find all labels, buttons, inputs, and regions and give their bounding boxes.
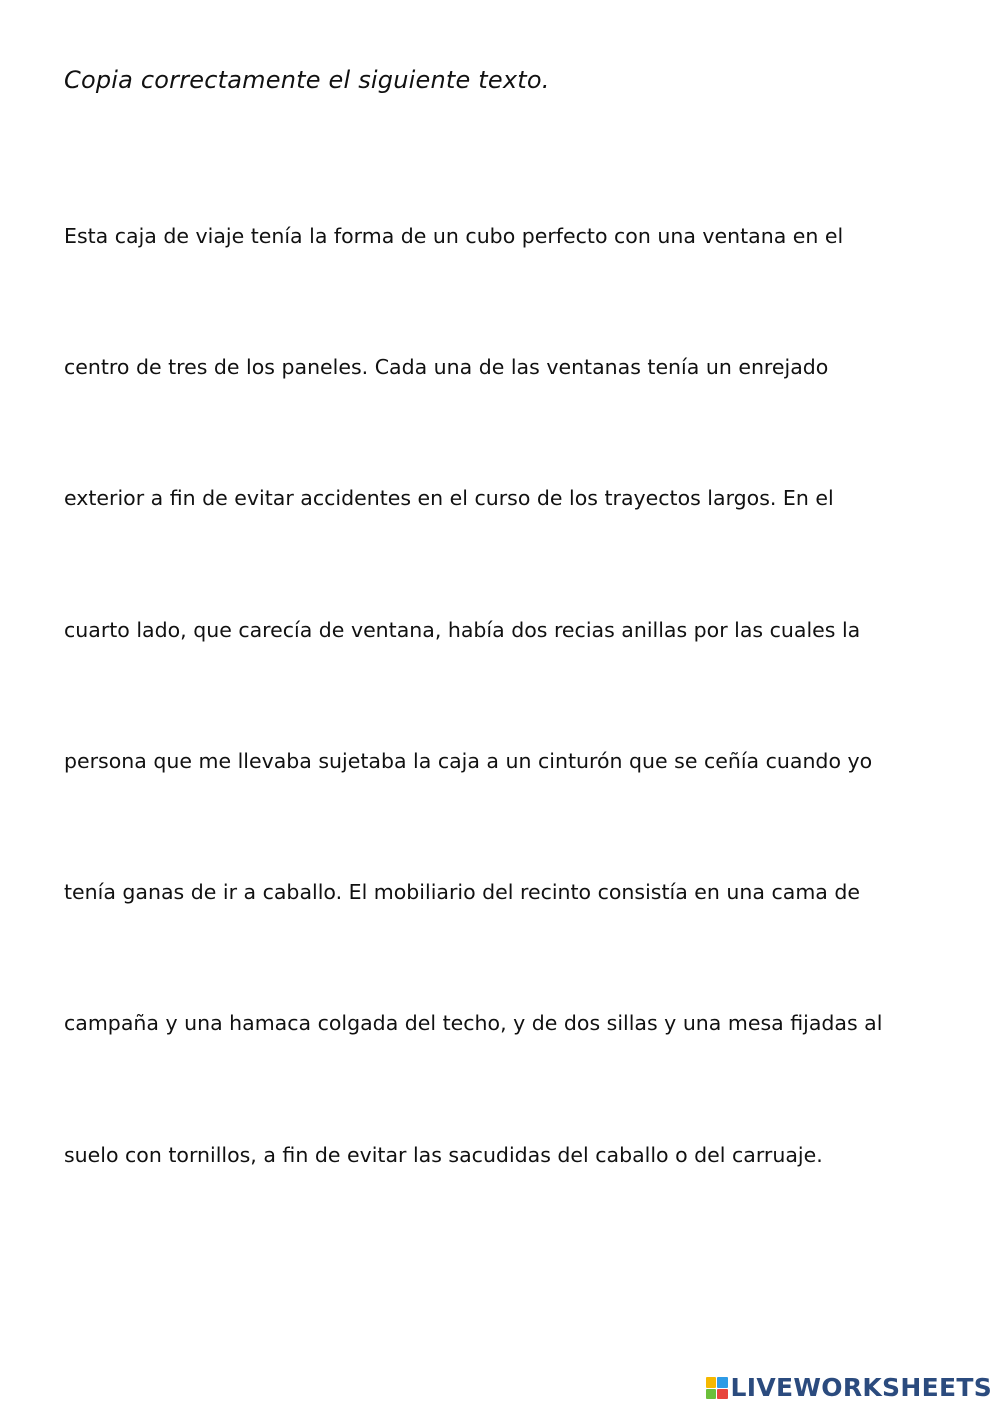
text-line-4: cuarto lado, que carecía de ventana, había dos recias anillas por las cuales la	[64, 618, 861, 642]
text-line-6: tenía ganas de ir a caballo. El mobiliario del recinto consistía en una cama de	[64, 880, 860, 904]
logo-square-2	[717, 1377, 728, 1388]
text-line-3: exterior a fin de evitar accidentes en el curso de los trayectos largos. En el	[64, 486, 834, 510]
text-line-2: centro de tres de los paneles. Cada una de las ventanas tenía un enrejado	[64, 355, 829, 379]
brand-name: LIVEWORKSHEETS	[730, 1373, 992, 1402]
text-line-8: suelo con tornillos, a fin de evitar las sacudidas del caballo o del carruaje.	[64, 1143, 823, 1167]
logo-square-1	[706, 1377, 717, 1388]
logo-square-4	[717, 1389, 728, 1400]
text-line-5: persona que me llevaba sujetaba la caja a un cinturón que se ceñía cuando yo	[64, 749, 873, 773]
brand-footer[interactable]	[706, 1373, 992, 1403]
liveworksheets-logo-icon	[706, 1377, 728, 1399]
text-line-1: Esta caja de viaje tenía la forma de un cubo perfecto con una ventana en el	[64, 224, 844, 248]
text-line-7: campaña y una hamaca colgada del techo, y de dos sillas y una mesa fijadas al	[64, 1011, 883, 1035]
logo-square-3	[706, 1389, 717, 1400]
instruction-heading: Copia correctamente el siguiente texto.	[64, 66, 550, 94]
